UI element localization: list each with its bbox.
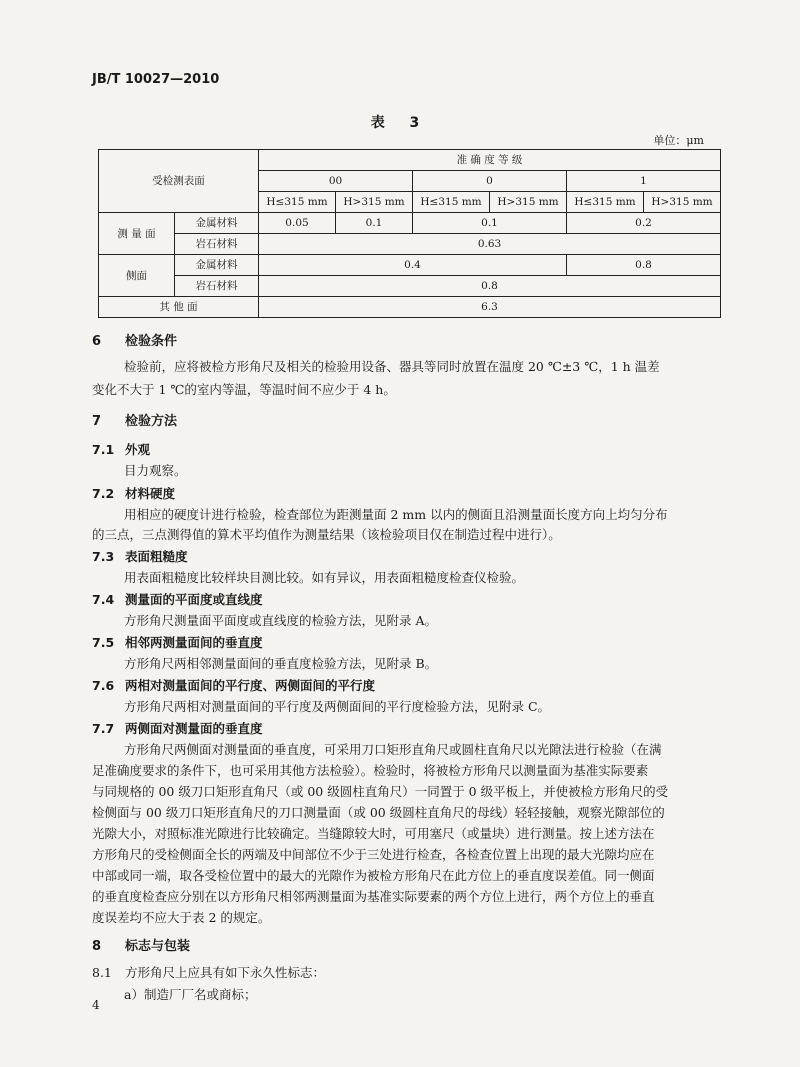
subsection-title: 表面粗糙度: [125, 549, 188, 564]
section-8-heading: [92, 935, 190, 954]
paragraph-line: 的三点，三点测得值的算术平均值作为测量结果（该检验项目仅在制造过程中进行）。: [92, 527, 561, 542]
section-title: 检验方法: [125, 414, 178, 429]
cell-value: 0.1: [413, 213, 567, 234]
paragraph-line: 光隙大小，对照标准光隙进行比较确定。当缝隙较大时，可用塞尺（或量块）进行测量。按上述方法在: [92, 826, 655, 841]
paragraph-line: [92, 963, 325, 981]
grade-1: 1: [567, 171, 721, 192]
subsection-title: 两侧面对测量面的垂直度: [125, 721, 263, 736]
col-header-surface: 受检测表面: [99, 150, 259, 213]
page-number: 4: [92, 998, 100, 1012]
table-unit: 单位：μm: [653, 134, 704, 147]
grade-0: 0: [413, 171, 567, 192]
paragraph-line: 变化不大于 1 ℃的室内等温，等温时间不应少于 4 h。: [92, 382, 396, 397]
subsection-title: 两相对测量面间的平行度、两侧面间的平行度: [125, 678, 376, 693]
paragraph-line: 用相应的硬度计进行检验，检查部位为距测量面 2 mm 以内的侧面且沿测量面长度方向上均匀分布: [124, 507, 668, 522]
subsection-heading: [92, 590, 263, 608]
paragraph-line: 方形角尺的受检侧面全长的两端及中间部位不少于三处进行检查，各检查位置上出现的最大光隙均应在: [92, 847, 655, 862]
subsection-number: 7.3: [92, 549, 115, 564]
subsection-number: 7.5: [92, 635, 115, 650]
section-title: 检验条件: [125, 334, 178, 349]
paragraph-line: 足准确度要求的条件下，也可采用其他方法检验）。检验时，将被检方形角尺以测量面为基准实际要素: [92, 763, 649, 778]
paragraph-line: 方形角尺两相对测量面间的平行度及两侧面间的平行度检验方法，见附录 C。: [124, 699, 551, 714]
cell-value: 0.1: [336, 213, 413, 234]
subsection-number: 7.2: [92, 486, 115, 501]
cell-value: 0.8: [259, 276, 721, 297]
cell-value: 0.2: [567, 213, 721, 234]
table-3: [98, 149, 721, 318]
subsection-title: 外观: [125, 442, 151, 457]
height-le-header: H≤315 mm: [413, 192, 490, 213]
paragraph-line: 检侧面与 00 级刀口矩形直角尺的刀口测量面（或 00 级圆柱直角尺的母线）轻轻接触，观察光隙部位的: [92, 805, 665, 820]
material-metal: 金属材料: [175, 213, 259, 234]
cell-value: 0.05: [259, 213, 336, 234]
cell-value: 0.63: [259, 234, 721, 255]
subsection-number: 7.6: [92, 678, 115, 693]
list-item: a）制造厂厂名或商标；: [124, 987, 257, 1002]
height-gt-header: H>315 mm: [336, 192, 413, 213]
subsection-number: 8.1: [92, 965, 112, 980]
subsection-number: 7.4: [92, 592, 115, 607]
subsection-text: 方形角尺上应具有如下永久性标志：: [125, 965, 326, 980]
height-gt-header: H>315 mm: [644, 192, 721, 213]
subsection-number: 7.1: [92, 442, 115, 457]
grade-00: 00: [259, 171, 413, 192]
standard-number: JB/T 10027—2010: [92, 72, 220, 87]
paragraph-line: 检验前，应将被检方形角尺及相关的检验用设备、器具等同时放置在温度 20 ℃±3 ℃，1 h 温差: [124, 359, 660, 374]
subsection-title: 相邻两测量面间的垂直度: [125, 635, 263, 650]
subsection-title: 测量面的平面度或直线度: [125, 592, 263, 607]
group-side-face: 侧面: [99, 255, 175, 297]
section-number: 6: [92, 334, 102, 349]
subsection-title: 材料硬度: [125, 486, 176, 501]
section-number: 8: [92, 939, 102, 954]
subsection-heading: [92, 676, 375, 694]
section-number: 7: [92, 414, 102, 429]
paragraph-line: 的垂直度检查应分别在以方形角尺相邻两测量面为基准实际要素的两个方位上进行，两个方位上的垂直: [92, 889, 655, 904]
group-other-face: 其 他 面: [99, 297, 259, 318]
height-le-header: H≤315 mm: [567, 192, 644, 213]
subsection-heading: [92, 633, 263, 651]
paragraph-line: 度误差均不应大于表 2 的规定。: [92, 910, 271, 925]
group-measure-face: 测 量 面: [99, 213, 175, 255]
section-7-heading: [92, 410, 177, 429]
cell-value: 0.4: [259, 255, 567, 276]
section-title: 标志与包装: [125, 939, 191, 954]
subsection-number: 7.7: [92, 721, 115, 736]
paragraph-line: 与同规格的 00 级刀口矩形直角尺（或 00 级圆柱直角尺）一同置于 0 级平板上，并使被检方形角尺的受: [92, 784, 669, 799]
cell-value: 0.8: [567, 255, 721, 276]
section-6-heading: [92, 330, 177, 349]
material-rock: 岩石材料: [175, 234, 259, 255]
subsection-heading: [92, 440, 150, 458]
material-metal: 金属材料: [175, 255, 259, 276]
subsection-heading: [92, 719, 263, 737]
subsection-heading: [92, 547, 188, 565]
paragraph-line: 用表面粗糙度比较样块目测比较。如有异议，用表面粗糙度检查仪检验。: [124, 570, 525, 585]
grade-header: 准 确 度 等 级: [259, 150, 721, 171]
table-caption: 表 3: [370, 115, 430, 131]
paragraph-line: 目力观察。: [124, 463, 187, 478]
paragraph-line: 方形角尺两相邻测量面间的垂直度检验方法，见附录 B。: [124, 656, 438, 671]
paragraph-line: 中部或同一端，取各受检位置中的最大的光隙作为被检方形角尺在此方位上的垂直度误差值。同一侧面: [92, 868, 655, 883]
paragraph-line: 方形角尺测量面平面度或直线度的检验方法，见附录 A。: [124, 613, 438, 628]
height-le-header: H≤315 mm: [259, 192, 336, 213]
material-rock: 岩石材料: [175, 276, 259, 297]
cell-value: 6.3: [259, 297, 721, 318]
subsection-heading: [92, 484, 175, 502]
height-gt-header: H>315 mm: [490, 192, 567, 213]
paragraph-line: 方形角尺两侧面对测量面的垂直度，可采用刀口矩形直角尺或圆柱直角尺以光隙法进行检验（在满: [124, 742, 662, 757]
